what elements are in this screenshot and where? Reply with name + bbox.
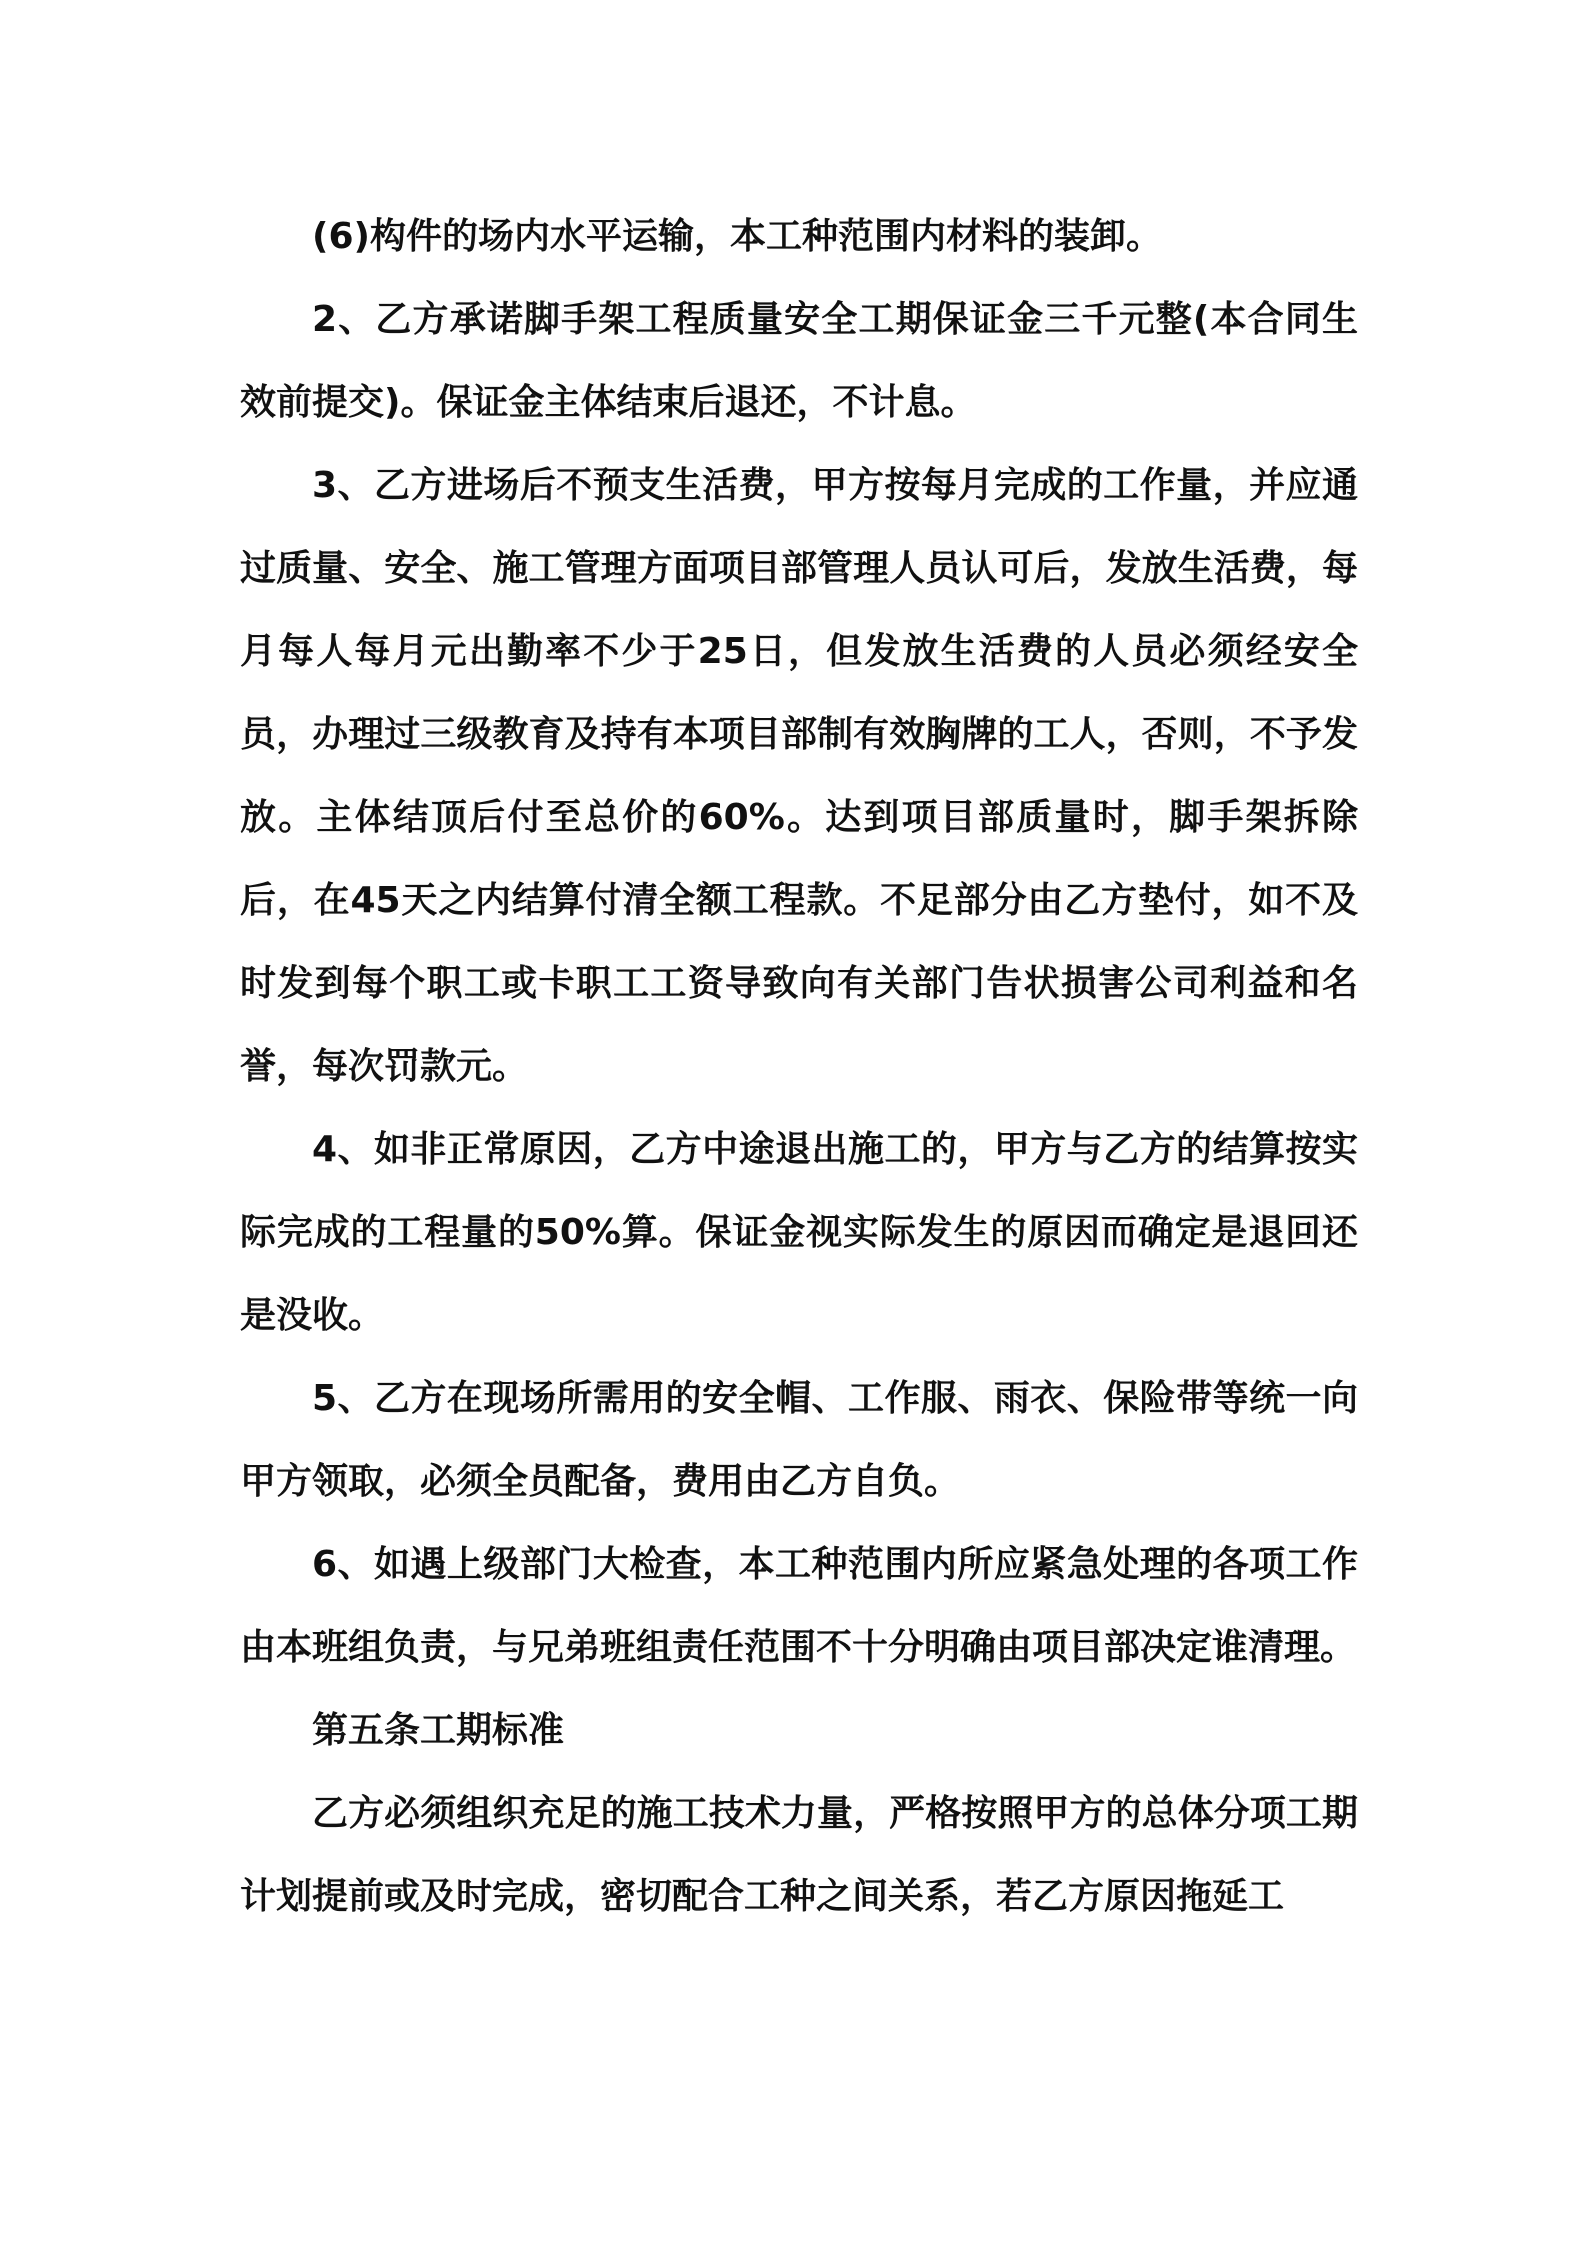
- paragraph-clause-4-withdrawal: 4、如非正常原因，乙方中途退出施工的，甲方与乙方的结算按实际完成的工程量的50%算。保证金视实际发生的原因而确定是退回还是没收。: [240, 1129, 1358, 1336]
- paragraph-item-6: (6)构件的场内水平运输，本工种范围内材料的装卸。: [312, 216, 1162, 257]
- paragraph-clause-5-equipment: 5、乙方在现场所需用的安全帽、工作服、雨衣、保险带等统一向甲方领取，必须全员配备，费用由乙方自负。: [240, 1378, 1358, 1502]
- document-body: [240, 195, 1358, 1938]
- paragraph-schedule-standard: 乙方必须组织充足的施工技术力量，严格按照甲方的总体分项工期计划提前或及时完成，密切配合工种之间关系，若乙方原因拖延工: [240, 1793, 1358, 1917]
- paragraph-clause-2-deposit: 2、乙方承诺脚手架工程质量安全工期保证金三千元整(本合同生效前提交)。保证金主体结束后退还，不计息。: [240, 299, 1358, 423]
- paragraph-clause-6-inspection: 6、如遇上级部门大检查，本工种范围内所应紧急处理的各项工作由本班组负责，与兄弟班组责任范围不十分明确由项目部决定谁清理。: [240, 1544, 1358, 1668]
- section-heading-article-5: 第五条工期标准: [312, 1710, 565, 1751]
- paragraph-clause-3-payment: 3、乙方进场后不预支生活费，甲方按每月完成的工作量，并应通过质量、安全、施工管理方面项目部管理人员认可后，发放生活费，每月每人每月元出勤率不少于25日，但发放生活费的人员必须经安全员，办理过三级教育及持有本项目部制有效胸牌的工人，否则，不予发放。主体结顶后付至总价的60%。达到项目部质量时，脚手架拆除后，在45天之内结算付清全额工程款。不足部分由乙方垫付，如不及时发到每个职工或卡职工工资导致向有关部门告状损害公司利益和名誉，每次罚款元。: [240, 465, 1358, 1087]
